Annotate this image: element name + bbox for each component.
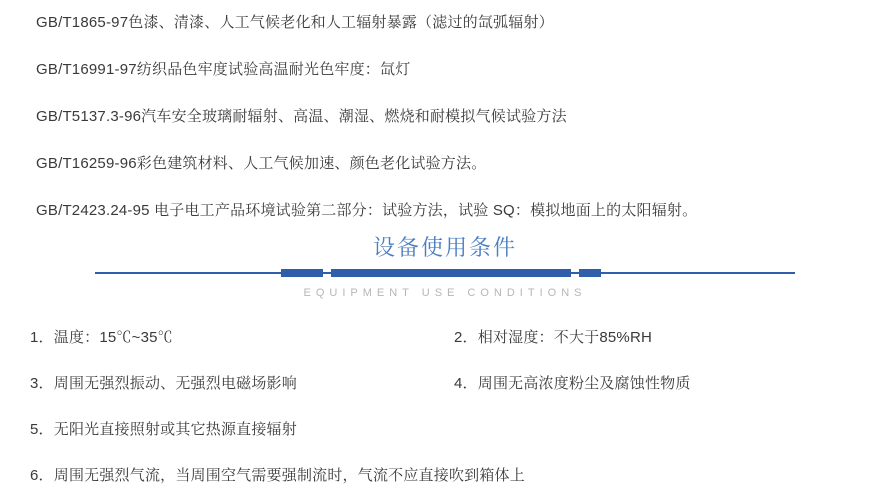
condition-item: 4．周围无高浓度粉尘及腐蚀性物质 <box>454 374 691 392</box>
divider-segment <box>579 269 601 277</box>
conditions-row <box>30 405 870 451</box>
section-divider <box>95 269 795 277</box>
list-item: GB/T2423.24-95 电子电工产品环境试验第二部分：试验方法，试验 SQ：模拟地面上的太阳辐射。 <box>36 202 698 220</box>
condition-item: 1．温度：15℃~35℃ <box>30 328 173 346</box>
conditions-row <box>30 451 870 497</box>
list-item: GB/T16991-97纺织品色牢度试验高温耐光色牢度：氙灯 <box>36 61 411 79</box>
standards-list <box>0 0 890 235</box>
section-header <box>0 233 890 299</box>
section-title-chinese: 设备使用条件 <box>372 235 517 260</box>
condition-item: 3．周围无强烈振动、无强烈电磁场影响 <box>30 374 297 392</box>
condition-item: 2．相对湿度：不大于85%RH <box>454 328 653 346</box>
list-item: GB/T1865-97色漆、清漆、人工气候老化和人工辐射暴露（滤过的氙弧辐射） <box>36 14 554 32</box>
list-item: GB/T16259-96彩色建筑材料、人工气候加速、颜色老化试验方法。 <box>36 155 487 173</box>
divider-segment <box>281 269 323 277</box>
section-title-english: EQUIPMENT USE CONDITIONS <box>303 287 587 299</box>
divider-segment <box>331 269 571 277</box>
conditions-row <box>30 359 870 405</box>
conditions-row <box>30 313 870 359</box>
conditions-list <box>0 313 890 497</box>
condition-item: 5．无阳光直接照射或其它热源直接辐射 <box>30 420 297 438</box>
condition-item: 6．周围无强烈气流，当周围空气需要强制流时，气流不应直接吹到箱体上 <box>30 466 525 484</box>
list-item: GB/T5137.3-96汽车安全玻璃耐辐射、高温、潮湿、燃烧和耐模拟气候试验方法 <box>36 108 567 126</box>
